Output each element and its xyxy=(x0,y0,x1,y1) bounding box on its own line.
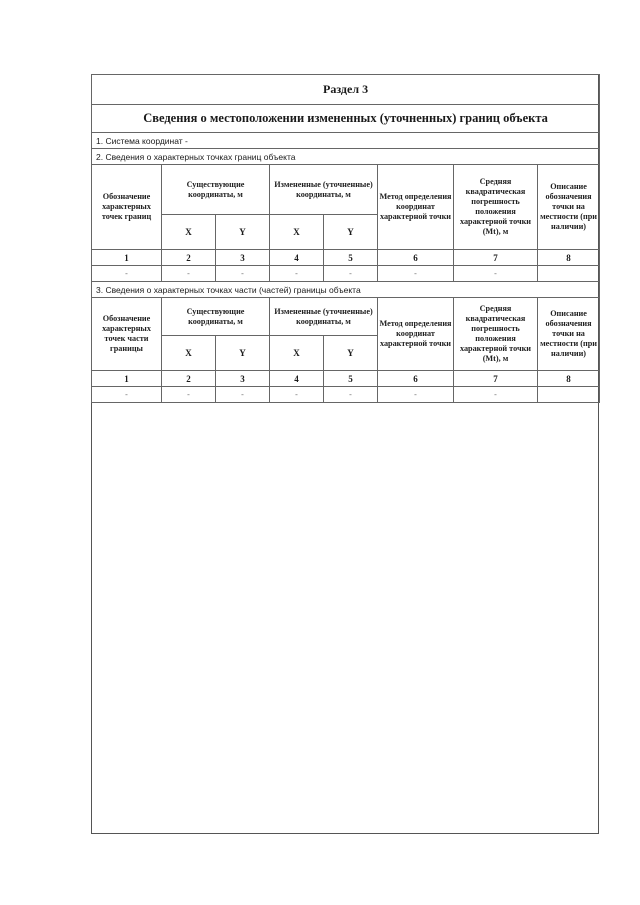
part1-data-cell: - xyxy=(92,266,162,282)
section-subtitle: Сведения о местоположении измененных (уточненных) границ объекта xyxy=(92,105,600,133)
part1-heading: 2. Сведения о характерных точках границ объекта xyxy=(92,149,600,165)
part2-num-cell: 8 xyxy=(538,371,600,387)
part2-data-cell xyxy=(538,387,600,403)
part1-data-cell: - xyxy=(270,266,324,282)
part2-col-designation: Обозначение характерных точек части границы xyxy=(92,298,162,371)
part2-existing-x: X xyxy=(162,336,216,371)
section-3-table xyxy=(91,74,600,403)
part2-col-existing: Существующие координаты, м xyxy=(162,298,270,336)
part2-num-cell: 4 xyxy=(270,371,324,387)
part2-data-cell: - xyxy=(216,387,270,403)
part2-data-cell: - xyxy=(270,387,324,403)
part2-num-cell: 7 xyxy=(454,371,538,387)
part1-data-cell: - xyxy=(324,266,378,282)
part1-num-cell: 5 xyxy=(324,250,378,266)
coordinate-system-line: 1. Система координат - xyxy=(92,133,600,149)
part1-col-changed: Измененные (уточненные) координаты, м xyxy=(270,165,378,215)
part2-existing-y: Y xyxy=(216,336,270,371)
part1-data-cell: - xyxy=(378,266,454,282)
part1-num-cell: 8 xyxy=(538,250,600,266)
part2-data-cell: - xyxy=(92,387,162,403)
part1-data-cell: - xyxy=(162,266,216,282)
part2-col-method: Метод определения координат характерной точки xyxy=(378,298,454,371)
part2-col-error: Средняя квадратическая погрешность положения характерной точки (Mt), м xyxy=(454,298,538,371)
part1-data-cell: - xyxy=(216,266,270,282)
part1-col-existing: Существующие координаты, м xyxy=(162,165,270,215)
part2-num-cell: 3 xyxy=(216,371,270,387)
part1-col-method: Метод определения координат характерной точки xyxy=(378,165,454,250)
part1-existing-y: Y xyxy=(216,215,270,250)
part1-num-cell: 4 xyxy=(270,250,324,266)
part1-num-cell: 2 xyxy=(162,250,216,266)
part2-num-cell: 6 xyxy=(378,371,454,387)
part1-col-description: Описание обозначения точки на местности (при наличии) xyxy=(538,165,600,250)
part1-existing-x: X xyxy=(162,215,216,250)
part1-num-cell: 1 xyxy=(92,250,162,266)
part1-changed-y: Y xyxy=(324,215,378,250)
part2-col-description: Описание обозначения точки на местности (при наличии) xyxy=(538,298,600,371)
part2-num-cell: 2 xyxy=(162,371,216,387)
part2-data-cell: - xyxy=(162,387,216,403)
part1-changed-x: X xyxy=(270,215,324,250)
part2-heading: 3. Сведения о характерных точках части (частей) границы объекта xyxy=(92,282,600,298)
part1-col-error: Средняя квадратическая погрешность положения характерной точки (Mt), м xyxy=(454,165,538,250)
part1-num-cell: 3 xyxy=(216,250,270,266)
part1-num-cell: 6 xyxy=(378,250,454,266)
part2-num-cell: 1 xyxy=(92,371,162,387)
part2-data-cell: - xyxy=(454,387,538,403)
part2-changed-y: Y xyxy=(324,336,378,371)
part1-col-designation: Обозначение характерных точек границ xyxy=(92,165,162,250)
part2-changed-x: X xyxy=(270,336,324,371)
part1-num-cell: 7 xyxy=(454,250,538,266)
section-title: Раздел 3 xyxy=(92,75,600,105)
part2-data-cell: - xyxy=(324,387,378,403)
part1-data-cell xyxy=(538,266,600,282)
part2-num-cell: 5 xyxy=(324,371,378,387)
part1-data-cell: - xyxy=(454,266,538,282)
part2-data-cell: - xyxy=(378,387,454,403)
part2-col-changed: Измененные (уточненные) координаты, м xyxy=(270,298,378,336)
